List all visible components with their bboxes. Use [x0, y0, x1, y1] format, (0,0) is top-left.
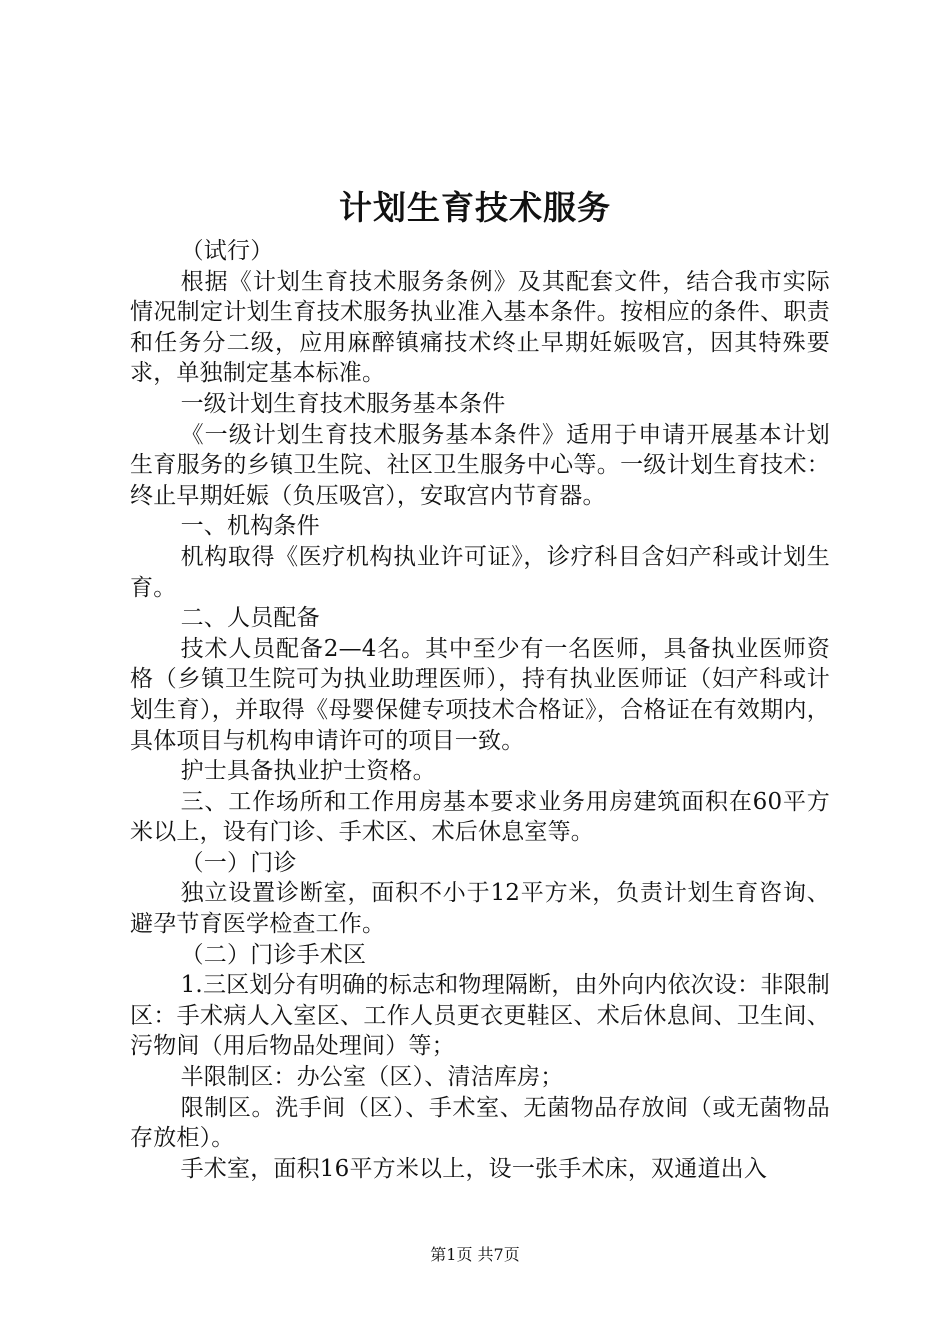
paragraph-diagnosis-room: 独立设置诊断室，面积不小于12平方米，负责计划生育咨询、避孕节育医学检查工作。	[130, 880, 830, 938]
paragraph-nurse: 护士具备执业护士资格。	[180, 758, 436, 785]
heading-outpatient-surgery: （二）门诊手术区	[180, 941, 367, 968]
paragraph-semi-restricted: 半限制区：办公室（区）、清洁库房；	[180, 1064, 564, 1091]
document-title: 计划生育技术服务	[339, 188, 611, 227]
paragraph-intro: 根据《计划生育技术服务条例》及其配套文件，结合我市实际情况制定计划生育技术服务执业准入基本条件。按相应的条件、职责和任务分二级，应用麻醉镇痛技术终止早期妊娠吸宫，因其特殊要求，单独制定基本标准。	[130, 268, 830, 387]
document-body	[130, 236, 830, 1184]
heading-staffing: 二、人员配备	[180, 605, 320, 632]
paragraph-three-zones: 1.三区划分有明确的标志和物理隔断，由外向内依次设：非限制区：手术病人入室区、工作人员更衣更鞋区、术后休息间、卫生间、污物间（用后物品处理间）等；	[130, 972, 830, 1060]
heading-outpatient: （一）门诊	[180, 849, 297, 876]
paragraph-level-one-scope: 《一级计划生育技术服务基本条件》适用于申请开展基本计划生育服务的乡镇卫生院、社区卫生服务中心等。一级计划生育技术：终止早期妊娠（负压吸宫），安取宫内节育器。	[130, 421, 830, 509]
paragraph-institution-license: 机构取得《医疗机构执业许可证》，诊疗科目含妇产科或计划生育。	[130, 543, 830, 601]
paragraph-workplace: 三、工作场所和工作用房基本要求业务用房建筑面积在60平方米以上，设有门诊、手术区、术后休息室等。	[130, 788, 830, 846]
page-footer: 第1页 共7页	[430, 1245, 520, 1264]
paragraph-restricted: 限制区。洗手间（区）、手术室、无菌物品存放间（或无菌物品存放柜）。	[130, 1094, 830, 1152]
paragraph-technical-staff: 技术人员配备2—4名。其中至少有一名医师，具备执业医师资格（乡镇卫生院可为执业助理医师），持有执业医师证（妇产科或计划生育），并取得《母婴保健专项技术合格证》，合格证在有效期内，具体项目与机构申请许可的项目一致。	[130, 635, 830, 754]
heading-level-one-conditions: 一级计划生育技术服务基本条件	[180, 390, 506, 417]
paragraph-operating-room: 手术室，面积16平方米以上，设一张手术床，双通道出入	[180, 1155, 768, 1182]
heading-institution-conditions: 一、机构条件	[180, 513, 320, 540]
paragraph-trial-note: （试行）	[180, 238, 274, 264]
